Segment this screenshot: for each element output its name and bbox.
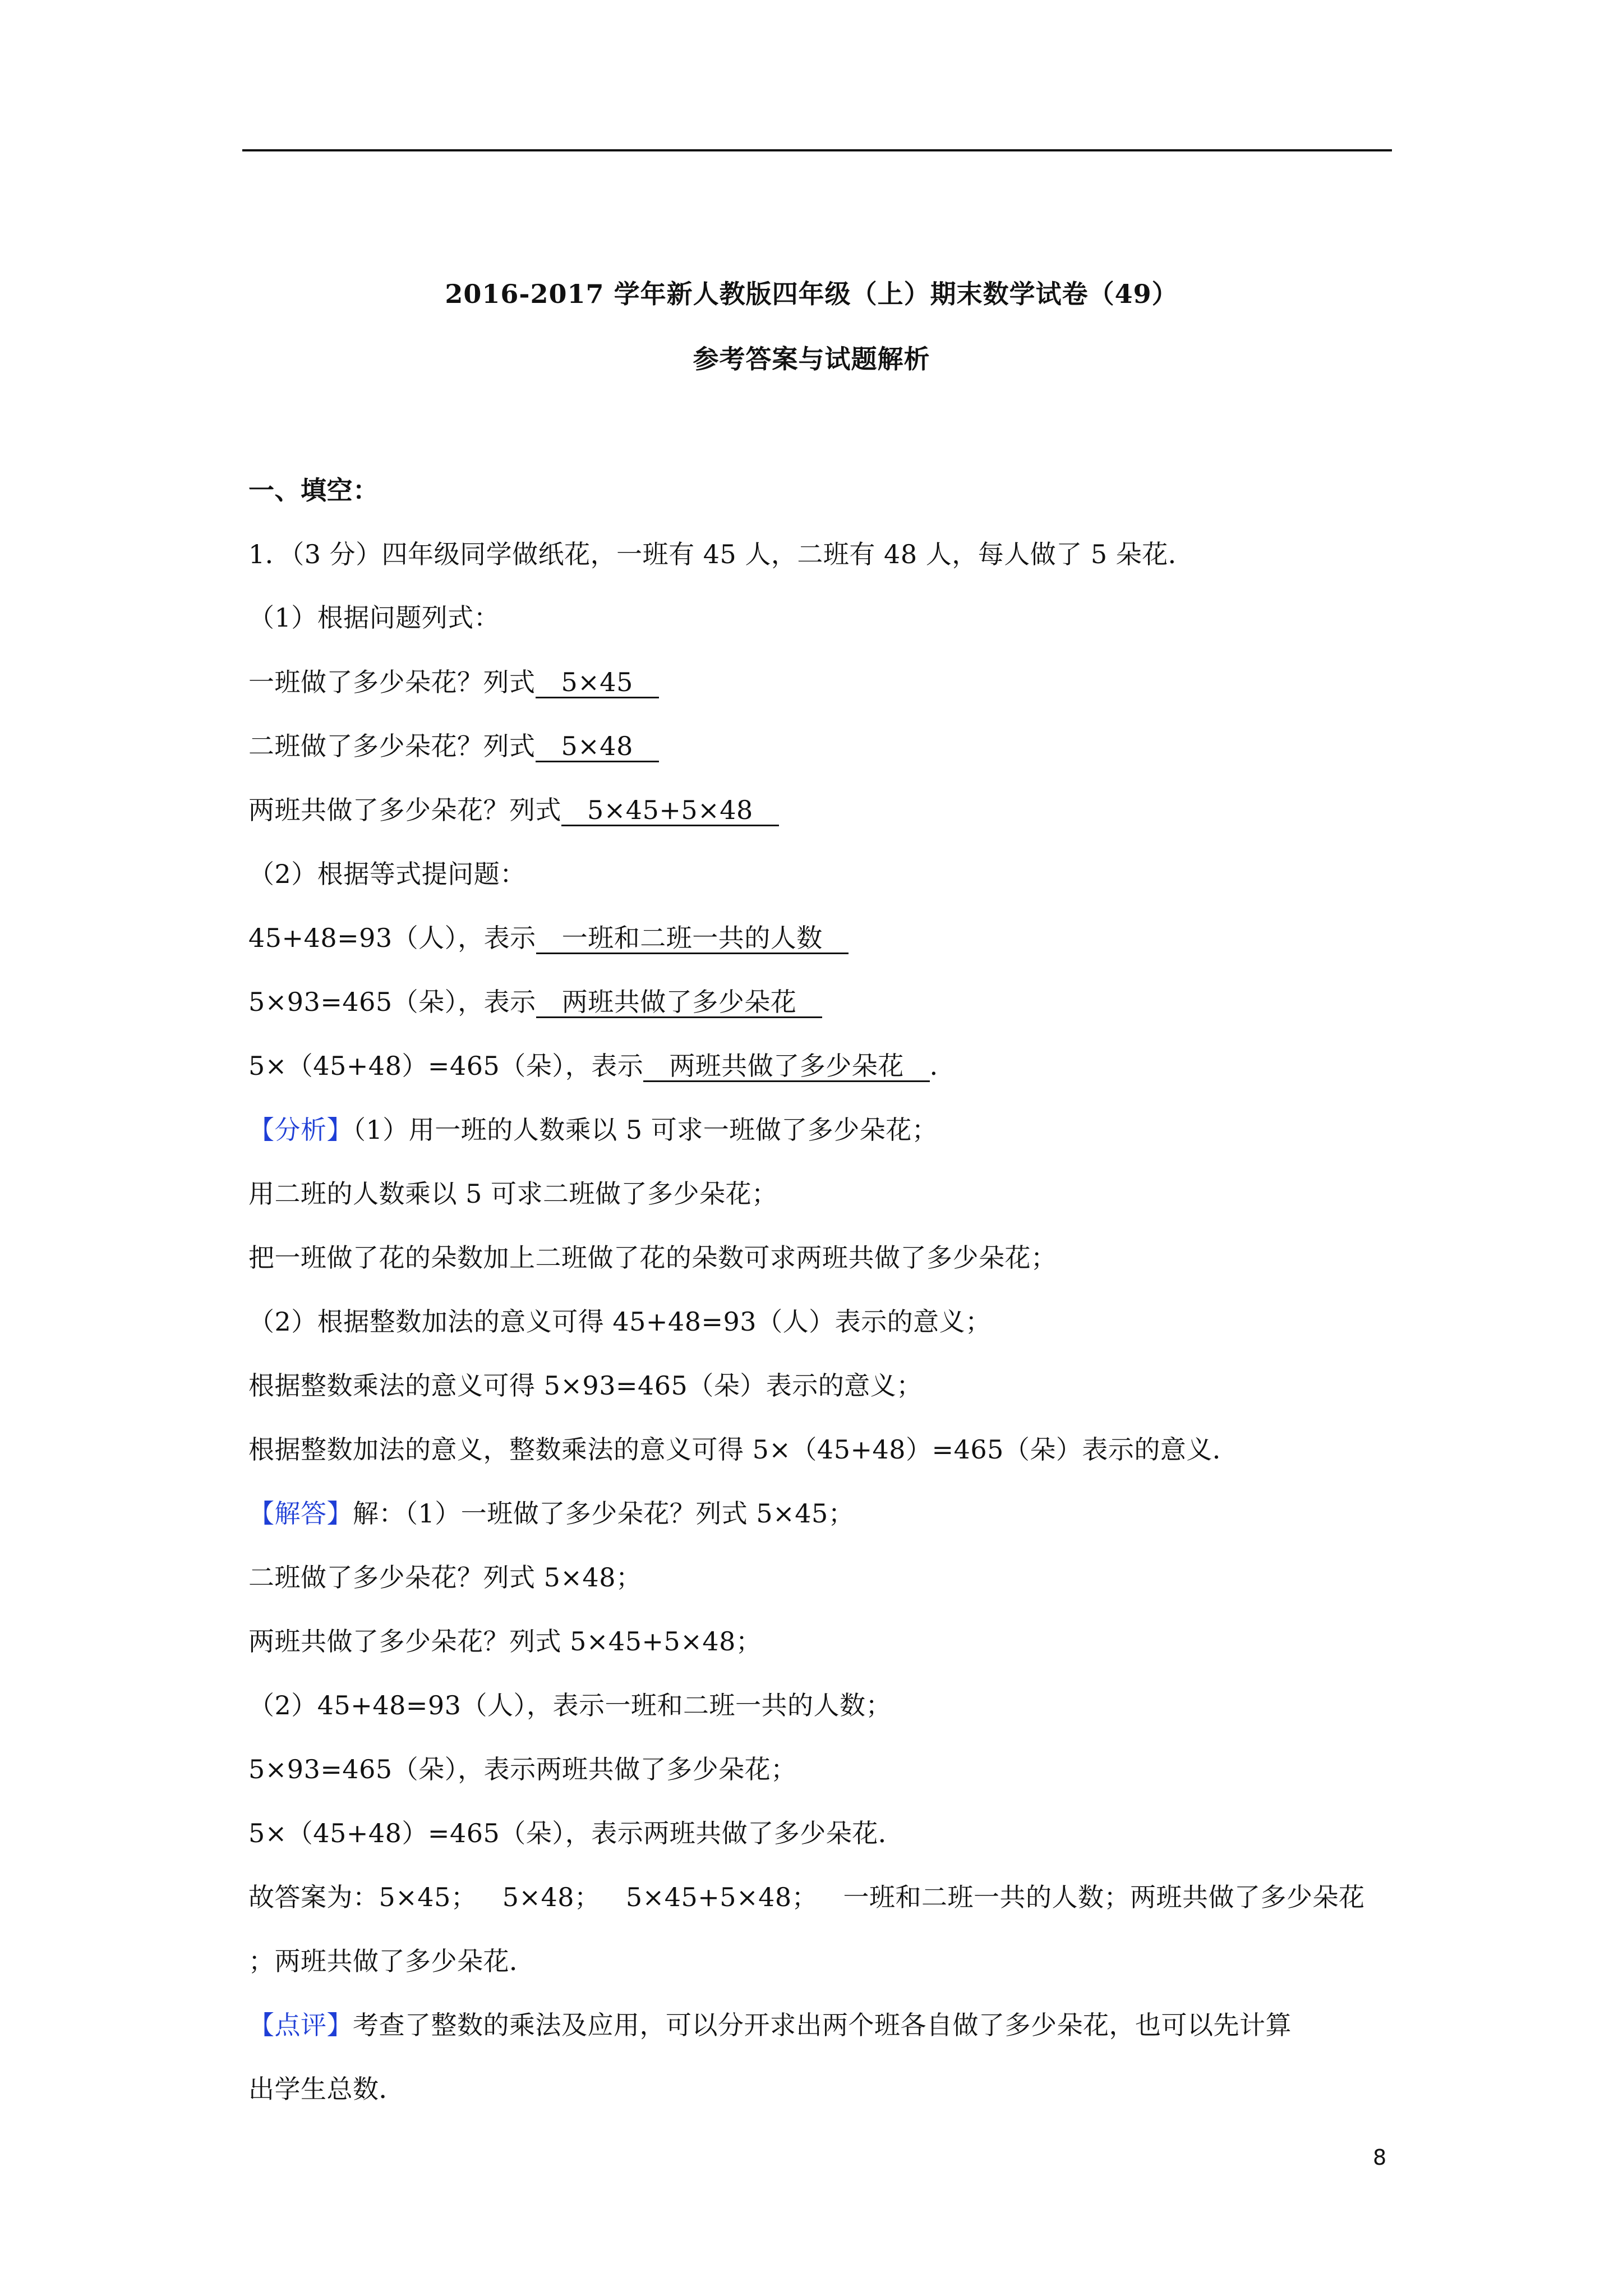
fill-blank-answer: 5×45 bbox=[536, 669, 659, 698]
solution-text: 解：（1）一班做了多少朵花？列式 5×45； bbox=[353, 1498, 855, 1529]
solution-line-1 bbox=[248, 1493, 854, 1530]
comment-tag: 【点评】 bbox=[248, 2010, 353, 2040]
header-rule bbox=[242, 149, 1392, 151]
answer-line-prefix: 5×93=465（朵），表示 bbox=[248, 987, 536, 1017]
answer-line-prefix: 一班做了多少朵花？列式 bbox=[248, 667, 536, 697]
solution-line-2: 二班做了多少朵花？列式 5×48； bbox=[248, 1562, 642, 1593]
final-answer-line: 故答案为：5×45； 5×48； 5×45+5×48； 一班和二班一共的人数；两班共做了多少朵花 bbox=[248, 1882, 1365, 1912]
section-heading: 一、填空： bbox=[248, 475, 379, 505]
answer-line-suffix: ． bbox=[929, 1051, 956, 1081]
analysis-line-5: 根据整数乘法的意义可得 5×93=465（朵）表示的意义； bbox=[248, 1370, 923, 1401]
solution-tag: 【解答】 bbox=[248, 1498, 353, 1529]
analysis-line-6: 根据整数加法的意义，整数乘法的意义可得 5×（45+48）=465（朵）表示的意义． bbox=[248, 1434, 1239, 1465]
answer-line-prefix: 两班共做了多少朵花？列式 bbox=[248, 795, 561, 825]
analysis-line-2: 用二班的人数乘以 5 可求二班做了多少朵花； bbox=[248, 1179, 778, 1209]
answer-line-5 bbox=[248, 982, 822, 1019]
part1-label: （1）根据问题列式： bbox=[248, 602, 500, 633]
answer-line-2 bbox=[248, 726, 659, 763]
answer-line-prefix: 45+48=93（人），表示 bbox=[248, 923, 536, 953]
answer-line-3 bbox=[248, 790, 779, 827]
comment-text: 考查了整数的乘法及应用，可以分开求出两个班各自做了多少朵花，也可以先计算 bbox=[353, 2010, 1292, 2040]
solution-line-4: （2）45+48=93（人），表示一班和二班一共的人数； bbox=[248, 1690, 892, 1720]
fill-blank-answer: 5×48 bbox=[536, 733, 659, 762]
answer-line-prefix: 二班做了多少朵花？列式 bbox=[248, 731, 536, 761]
fill-blank-answer: 5×45+5×48 bbox=[561, 797, 779, 826]
fill-blank-answer: 两班共做了多少朵花 bbox=[536, 988, 823, 1018]
analysis-line-3: 把一班做了花的朵数加上二班做了花的朵数可求两班共做了多少朵花； bbox=[248, 1243, 1057, 1273]
solution-line-6: 5×（45+48）=465（朵），表示两班共做了多少朵花． bbox=[248, 1818, 905, 1848]
analysis-tag: 【分析】 bbox=[248, 1115, 353, 1145]
answer-line-prefix: 5×（45+48）=465（朵），表示 bbox=[248, 1051, 644, 1081]
answer-line-4 bbox=[248, 918, 849, 955]
analysis-line-1 bbox=[248, 1110, 938, 1147]
comment-line-2: 出学生总数． bbox=[248, 2074, 405, 2104]
document-subtitle: 参考答案与试题解析 bbox=[693, 344, 930, 374]
comment-line-1 bbox=[248, 2005, 1292, 2042]
final-answer-line-continued: ；两班共做了多少朵花． bbox=[248, 1946, 536, 1976]
answer-line-6 bbox=[248, 1046, 956, 1083]
analysis-line-4: （2）根据整数加法的意义可得 45+48=93（人）表示的意义； bbox=[248, 1306, 992, 1337]
answer-line-1 bbox=[248, 662, 659, 699]
solution-line-3: 两班共做了多少朵花？列式 5×45+5×48； bbox=[248, 1626, 762, 1657]
document-title: 2016-2017 学年新人教版四年级（上）期末数学试卷（49） bbox=[445, 279, 1178, 309]
fill-blank-answer: 两班共做了多少朵花 bbox=[643, 1052, 930, 1082]
page-number: 8 bbox=[1373, 2145, 1387, 2170]
question-stem: 1．（3 分）四年级同学做纸花，一班有 45 人，二班有 48 人，每人做了 5 朵花． bbox=[248, 539, 1195, 569]
analysis-text: （1）用一班的人数乘以 5 可求一班做了多少朵花； bbox=[353, 1115, 938, 1145]
part2-label: （2）根据等式提问题： bbox=[248, 859, 526, 889]
solution-line-5: 5×93=465（朵），表示两班共做了多少朵花； bbox=[248, 1754, 797, 1784]
fill-blank-answer: 一班和二班一共的人数 bbox=[536, 924, 849, 954]
